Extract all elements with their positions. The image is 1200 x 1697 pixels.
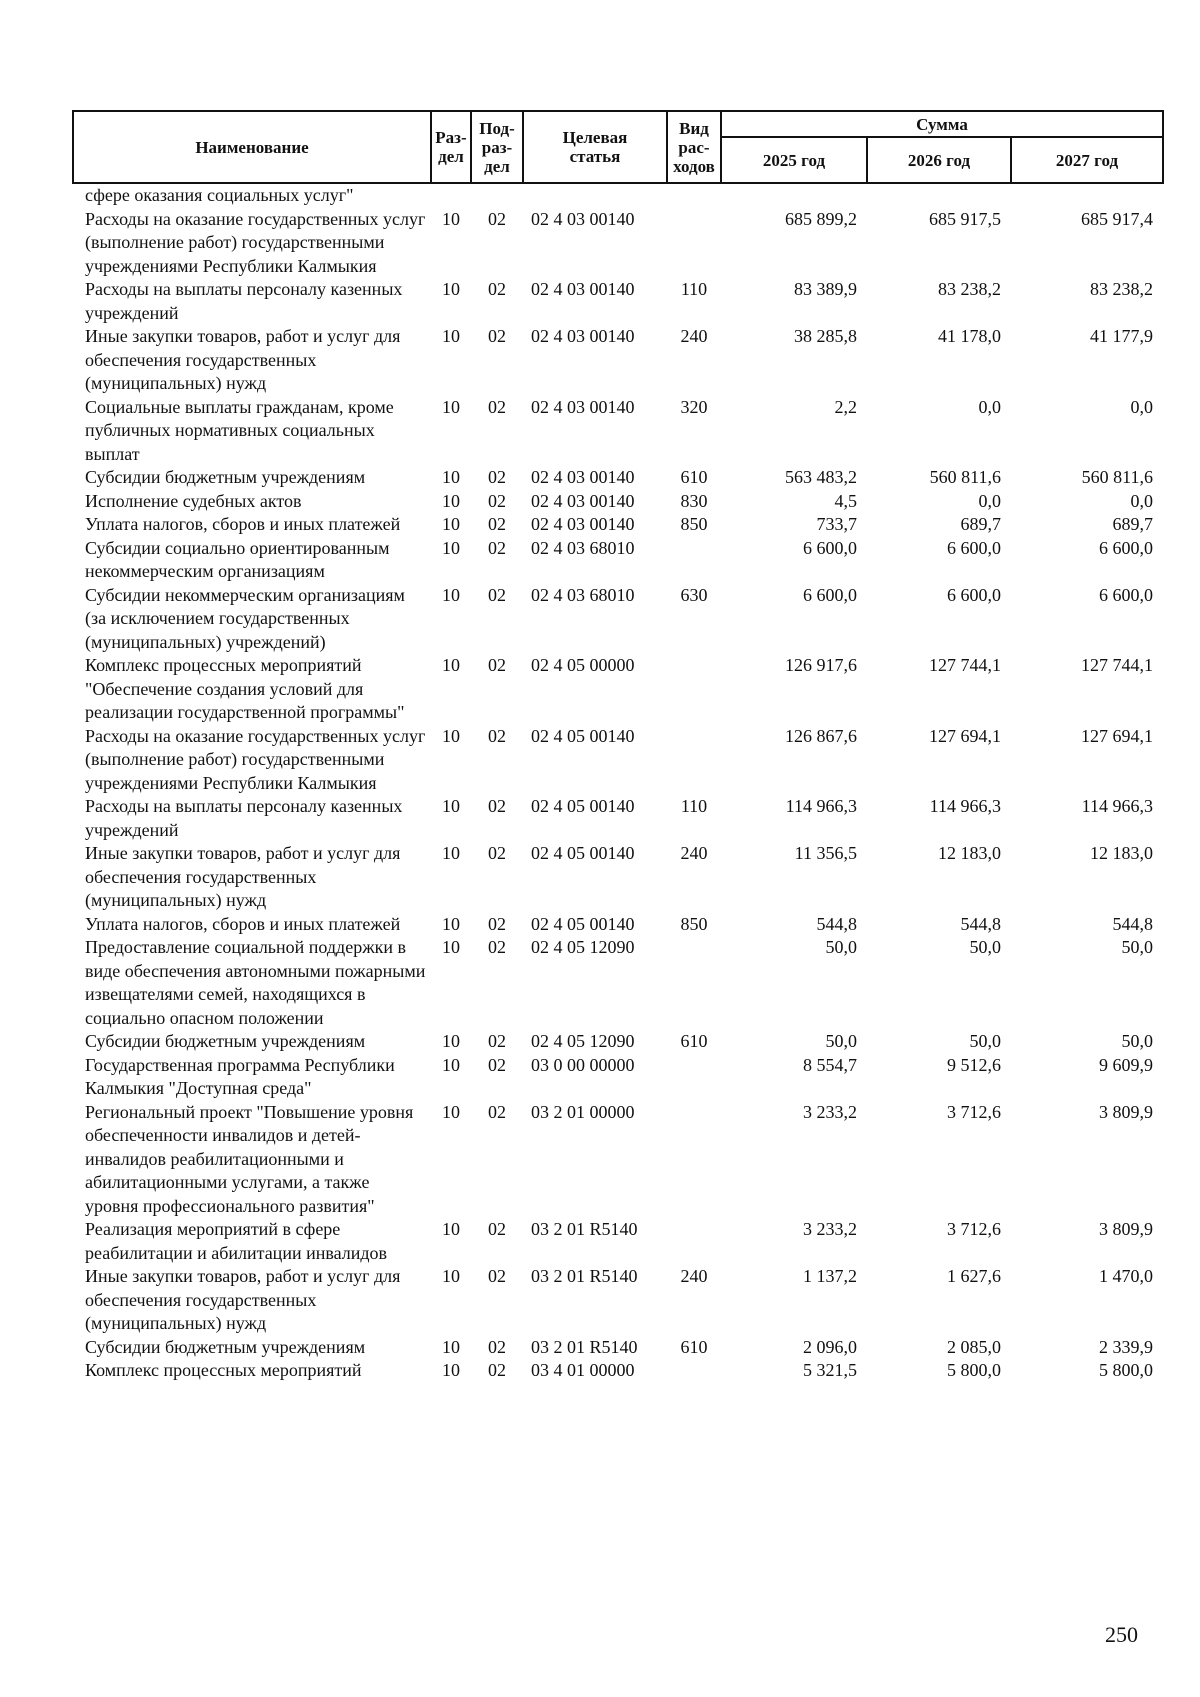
row-sum-2026: 2 085,0 [947, 1336, 1001, 1357]
header-podrazdel: Под- раз- дел [471, 111, 523, 183]
row-name: сфере оказания социальных услуг" [85, 185, 354, 205]
row-podrazdel: 02 [488, 655, 506, 675]
row-name: Государственная программа Республики Калмыкия "Доступная среда" [85, 1054, 395, 1098]
row-celevaya-statya: 02 4 05 00140 [531, 843, 635, 863]
row-vid-rashodov: 240 [680, 1266, 708, 1286]
row-celevaya-statya: 02 4 03 00140 [531, 279, 635, 299]
row-sum-2025: 83 389,9 [794, 279, 857, 299]
row-sum-2027: 0,0 [1130, 396, 1154, 417]
row-vid-rashodov: 630 [680, 584, 708, 605]
row-sum-2026: 1 627,6 [947, 1266, 1001, 1286]
row-razdel [431, 183, 471, 208]
row-vid-rashodov: 850 [680, 913, 708, 934]
row-vid-rashodov: 110 [680, 279, 708, 299]
row-podrazdel: 02 [488, 396, 506, 417]
table-row [73, 208, 1163, 279]
row-name: Иные закупки товаров, работ и услуг для обеспечения государственных (муниципальных) нужд [85, 843, 401, 910]
row-celevaya-statya: 03 2 01 R5140 [531, 1219, 638, 1239]
row-celevaya-statya: 02 4 05 00140 [531, 725, 635, 746]
row-sum-2026: 114 966,3 [929, 796, 1001, 816]
budget-table-page [72, 110, 1162, 1383]
table-row [73, 1101, 1163, 1219]
row-sum-2025: 544,8 [816, 913, 857, 934]
row-sum-2026: 3 712,6 [947, 1219, 1001, 1239]
row-vid-rashodov [667, 1101, 721, 1219]
row-sum-2025: 1 137,2 [803, 1266, 857, 1286]
row-name: Субсидии некоммерческим организациям (за исключением государственных (муниципальных) учреждений) [85, 584, 405, 652]
row-podrazdel: 02 [488, 843, 506, 863]
table-row [73, 725, 1163, 796]
row-podrazdel: 02 [488, 796, 506, 816]
table-row [73, 936, 1163, 1030]
row-podrazdel: 02 [488, 1266, 506, 1286]
row-podrazdel: 02 [488, 725, 506, 746]
row-sum-2026: 12 183,0 [938, 843, 1001, 863]
row-sum-2027: 685 917,4 [1081, 208, 1154, 229]
row-vid-rashodov: 850 [680, 514, 708, 534]
row-podrazdel: 02 [488, 1031, 506, 1051]
row-podrazdel: 02 [488, 467, 506, 487]
row-name: Уплата налогов, сборов и иных платежей [85, 913, 401, 934]
row-celevaya-statya: 02 4 03 00140 [531, 208, 635, 229]
row-podrazdel: 02 [488, 1360, 506, 1380]
row-sum-2026: 127 694,1 [929, 725, 1001, 746]
row-sum-2026: 9 512,6 [947, 1054, 1001, 1075]
row-razdel: 10 [442, 1219, 460, 1239]
row-sum-2027: 83 238,2 [1090, 279, 1154, 299]
row-podrazdel: 02 [488, 537, 506, 558]
row-sum-2027: 12 183,0 [1090, 843, 1154, 863]
table-row [73, 913, 1163, 937]
row-podrazdel: 02 [488, 913, 506, 934]
budget-table [72, 110, 1164, 1383]
row-razdel: 10 [442, 537, 460, 558]
row-name: Комплекс процессных мероприятий "Обеспечение создания условий для реализации государственной программы" [85, 655, 405, 722]
row-sum-2027: 544,8 [1112, 913, 1154, 934]
row-razdel: 10 [442, 396, 460, 417]
header-vid-rashodov: Вид рас- ходов [667, 111, 721, 183]
row-vid-rashodov: 110 [680, 796, 708, 816]
row-podrazdel: 02 [488, 937, 506, 957]
row-sum-2025: 2,2 [834, 396, 857, 417]
row-sum-2027: 3 809,9 [1099, 1101, 1154, 1122]
row-razdel: 10 [442, 655, 460, 675]
row-name: Субсидии бюджетным учреждениям [85, 1336, 366, 1357]
row-sum-2025: 3 233,2 [803, 1101, 857, 1122]
row-sum-2025: 685 899,2 [785, 208, 857, 229]
row-sum-2027: 50,0 [1121, 937, 1154, 957]
row-celevaya-statya [523, 183, 667, 208]
row-name: Комплекс процессных мероприятий [85, 1360, 362, 1380]
row-podrazdel: 02 [488, 1336, 506, 1357]
row-celevaya-statya: 03 2 01 R5140 [531, 1266, 638, 1286]
row-razdel: 10 [442, 208, 460, 229]
row-podrazdel: 02 [488, 279, 506, 299]
row-sum-2026: 689,7 [960, 514, 1001, 534]
row-razdel: 10 [442, 279, 460, 299]
row-sum-2025: 50,0 [825, 937, 857, 957]
row-vid-rashodov [667, 1218, 721, 1265]
table-row [73, 537, 1163, 584]
row-celevaya-statya: 02 4 05 00000 [531, 655, 635, 675]
row-sum-2027: 0,0 [1130, 490, 1154, 511]
row-sum-2025: 126 917,6 [785, 655, 857, 675]
page-number: 250 [1105, 1622, 1138, 1647]
row-razdel: 10 [442, 843, 460, 863]
table-row [73, 183, 1163, 208]
row-celevaya-statya: 02 4 03 68010 [531, 584, 635, 605]
row-name: Расходы на оказание государственных услуг (выполнение работ) государственными учреждениями Республики Калмыкия [85, 725, 426, 793]
row-celevaya-statya: 03 2 01 R5140 [531, 1336, 638, 1357]
row-vid-rashodov [667, 654, 721, 725]
row-razdel: 10 [442, 467, 460, 487]
table-row [73, 1030, 1163, 1054]
row-name: Региональный проект "Повышение уровня обеспеченности инвалидов и детей-инвалидов реабилитационными и абилитационными услугами, а также уровня профессионального развития" [85, 1101, 414, 1216]
row-razdel: 10 [442, 514, 460, 534]
row-celevaya-statya: 03 4 01 00000 [531, 1360, 635, 1380]
row-vid-rashodov: 610 [680, 1031, 708, 1051]
row-celevaya-statya: 03 2 01 00000 [531, 1101, 635, 1122]
header-year-2025: 2025 год [721, 137, 867, 183]
row-razdel: 10 [442, 937, 460, 957]
table-row [73, 584, 1163, 655]
row-sum-2027: 6 600,0 [1099, 584, 1154, 605]
row-vid-rashodov [667, 537, 721, 584]
row-razdel: 10 [442, 1336, 460, 1357]
header-summa: Сумма [721, 111, 1163, 137]
table-row [73, 842, 1163, 913]
row-vid-rashodov [667, 208, 721, 279]
row-razdel: 10 [442, 326, 460, 346]
row-sum-2026: 0,0 [978, 490, 1001, 511]
row-celevaya-statya: 02 4 05 12090 [531, 937, 635, 957]
row-sum-2027: 560 811,6 [1081, 467, 1154, 487]
row-sum-2025: 5 321,5 [803, 1360, 857, 1380]
row-sum-2025: 11 356,5 [794, 843, 857, 863]
row-razdel: 10 [442, 1360, 460, 1380]
row-podrazdel: 02 [488, 208, 506, 229]
row-vid-rashodov: 830 [680, 490, 708, 511]
row-sum-2027: 1 470,0 [1099, 1266, 1154, 1286]
row-name: Иные закупки товаров, работ и услуг для обеспечения государственных (муниципальных) нужд [85, 326, 401, 393]
table-row [73, 654, 1163, 725]
row-vid-rashodov [667, 725, 721, 796]
row-vid-rashodov [667, 936, 721, 1030]
row-sum-2025: 50,0 [825, 1031, 857, 1051]
row-sum-2026 [867, 183, 1011, 208]
row-sum-2027: 5 800,0 [1099, 1360, 1154, 1380]
table-row [73, 1218, 1163, 1265]
row-podrazdel: 02 [488, 326, 506, 346]
header-year-2027: 2027 год [1011, 137, 1163, 183]
row-name: Уплата налогов, сборов и иных платежей [85, 514, 401, 534]
table-row [73, 1054, 1163, 1101]
row-name: Субсидии бюджетным учреждениям [85, 467, 366, 487]
row-sum-2027: 689,7 [1112, 514, 1154, 534]
row-sum-2025: 6 600,0 [803, 584, 857, 605]
row-sum-2025: 126 867,6 [785, 725, 857, 746]
row-name: Реализация мероприятий в сфере реабилитации и абилитации инвалидов [85, 1219, 388, 1263]
row-sum-2027: 127 694,1 [1081, 725, 1154, 746]
table-row [73, 490, 1163, 514]
row-sum-2026: 127 744,1 [929, 655, 1001, 675]
row-celevaya-statya: 02 4 03 00140 [531, 467, 635, 487]
table-row [73, 278, 1163, 325]
row-vid-rashodov: 240 [680, 326, 708, 346]
table-row [73, 396, 1163, 467]
row-name: Расходы на выплаты персоналу казенных учреждений [85, 279, 403, 323]
row-celevaya-statya: 02 4 05 12090 [531, 1031, 635, 1051]
row-celevaya-statya: 02 4 05 00140 [531, 913, 635, 934]
row-podrazdel: 02 [488, 490, 506, 511]
row-vid-rashodov: 610 [680, 1336, 708, 1357]
row-celevaya-statya: 03 0 00 00000 [531, 1054, 635, 1075]
row-name: Расходы на оказание государственных услуг (выполнение работ) государственными учреждениями Республики Калмыкия [85, 208, 426, 276]
row-sum-2026: 41 178,0 [938, 326, 1001, 346]
row-sum-2025: 6 600,0 [803, 537, 857, 558]
row-sum-2027: 41 177,9 [1090, 326, 1154, 346]
table-row [73, 513, 1163, 537]
row-sum-2027: 2 339,9 [1099, 1336, 1154, 1357]
row-sum-2027: 6 600,0 [1099, 537, 1154, 558]
row-razdel: 10 [442, 1266, 460, 1286]
table-body [73, 183, 1163, 1383]
row-podrazdel: 02 [488, 1219, 506, 1239]
row-celevaya-statya: 02 4 03 68010 [531, 537, 635, 558]
header-razdel: Раз- дел [431, 111, 471, 183]
row-sum-2026: 544,8 [960, 913, 1001, 934]
row-sum-2026: 560 811,6 [929, 467, 1001, 487]
row-name: Предоставление социальной поддержки в виде обеспечения автономными пожарными извещателями семей, находящихся в социально опасном положении [85, 937, 426, 1028]
table-row [73, 1359, 1163, 1383]
row-sum-2025: 3 233,2 [803, 1219, 857, 1239]
row-vid-rashodov [667, 183, 721, 208]
row-name: Исполнение судебных актов [85, 490, 302, 511]
row-sum-2027: 127 744,1 [1081, 655, 1154, 675]
row-sum-2025: 2 096,0 [803, 1336, 857, 1357]
row-sum-2025: 563 483,2 [785, 467, 857, 487]
row-celevaya-statya: 02 4 05 00140 [531, 796, 635, 816]
row-celevaya-statya: 02 4 03 00140 [531, 514, 635, 534]
row-sum-2027: 3 809,9 [1099, 1219, 1154, 1239]
row-sum-2026: 6 600,0 [947, 584, 1001, 605]
row-razdel: 10 [442, 796, 460, 816]
row-podrazdel [471, 183, 523, 208]
row-vid-rashodov: 320 [680, 396, 708, 417]
row-name: Социальные выплаты гражданам, кроме публичных нормативных социальных выплат [85, 396, 394, 464]
table-row [73, 466, 1163, 490]
row-sum-2026: 50,0 [969, 1031, 1001, 1051]
row-razdel: 10 [442, 725, 460, 746]
row-sum-2025: 114 966,3 [785, 796, 857, 816]
row-sum-2027: 50,0 [1121, 1031, 1154, 1051]
row-sum-2025: 8 554,7 [803, 1054, 857, 1075]
header-celevaya-statya: Целевая статья [523, 111, 667, 183]
table-row [73, 1336, 1163, 1360]
row-razdel: 10 [442, 490, 460, 511]
table-row [73, 795, 1163, 842]
row-podrazdel: 02 [488, 1054, 506, 1075]
row-razdel: 10 [442, 1101, 460, 1122]
row-sum-2025: 38 285,8 [794, 326, 857, 346]
row-vid-rashodov [667, 1054, 721, 1101]
row-sum-2027 [1011, 183, 1163, 208]
row-celevaya-statya: 02 4 03 00140 [531, 490, 635, 511]
row-sum-2025: 4,5 [834, 490, 857, 511]
row-sum-2026: 0,0 [978, 396, 1001, 417]
row-podrazdel: 02 [488, 514, 506, 534]
row-sum-2026: 5 800,0 [947, 1360, 1001, 1380]
header-name: Наименование [73, 111, 431, 183]
row-sum-2027: 9 609,9 [1099, 1054, 1154, 1075]
row-vid-rashodov: 610 [680, 467, 708, 487]
row-sum-2026: 6 600,0 [947, 537, 1001, 558]
row-razdel: 10 [442, 1031, 460, 1051]
row-name: Субсидии бюджетным учреждениям [85, 1031, 366, 1051]
row-sum-2026: 685 917,5 [929, 208, 1001, 229]
row-podrazdel: 02 [488, 1101, 506, 1122]
row-sum-2025: 733,7 [816, 514, 857, 534]
header-year-2026: 2026 год [867, 137, 1011, 183]
table-row [73, 325, 1163, 396]
row-razdel: 10 [442, 584, 460, 605]
row-name: Расходы на выплаты персоналу казенных учреждений [85, 796, 403, 840]
row-sum-2026: 83 238,2 [938, 279, 1001, 299]
row-celevaya-statya: 02 4 03 00140 [531, 326, 635, 346]
row-sum-2025 [721, 183, 867, 208]
row-razdel: 10 [442, 913, 460, 934]
row-sum-2026: 3 712,6 [947, 1101, 1001, 1122]
table-row [73, 1265, 1163, 1336]
row-sum-2027: 114 966,3 [1081, 796, 1154, 816]
row-podrazdel: 02 [488, 584, 506, 605]
row-celevaya-statya: 02 4 03 00140 [531, 396, 635, 417]
row-name: Иные закупки товаров, работ и услуг для обеспечения государственных (муниципальных) нужд [85, 1266, 401, 1333]
row-vid-rashodov [667, 1359, 721, 1383]
row-name: Субсидии социально ориентированным некоммерческим организациям [85, 537, 390, 581]
row-razdel: 10 [442, 1054, 460, 1075]
row-vid-rashodov: 240 [680, 843, 708, 863]
row-sum-2026: 50,0 [969, 937, 1001, 957]
